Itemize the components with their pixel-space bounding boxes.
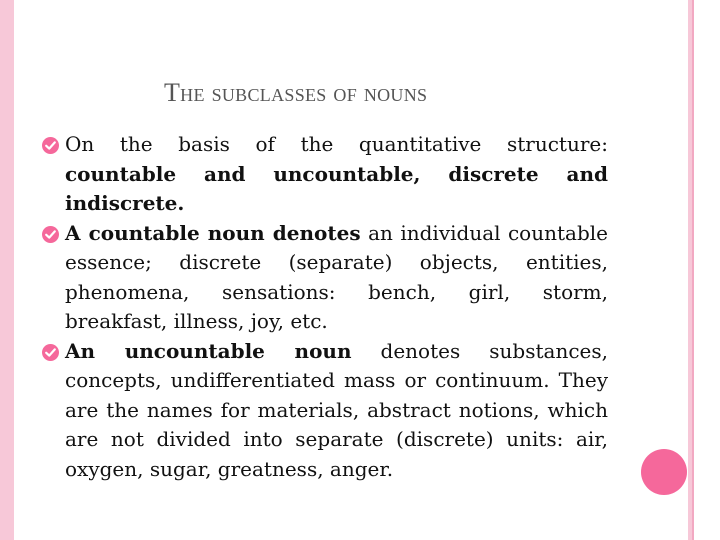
bullet-rest-text: denotes substances, concepts, undifferentiated mass or continuum. They are the names for materials, abstract notions, which are not divided into separate (discrete) units: air, oxygen, sugar, greatness, anger. [65,338,608,481]
pink-circle-check-icon [42,226,59,243]
pink-circle-check-icon [42,344,59,361]
right-border-panel [692,0,720,540]
right-border-stripe [688,0,692,540]
bullet-item [42,337,608,485]
bullet-rest-text: an individual countable essence; discrete (separate) objects, entities, phenomena, sensations: bench, girl, storm, breakfast, illness, joy, etc. [65,220,608,333]
bullet-item [42,219,608,337]
bullet-bold-text: An uncountable noun [65,338,352,363]
slide-body [42,130,608,484]
bullet-lead-text: On the basis of the quantitative structure: [65,132,608,156]
bullet-bold-text: A countable noun denotes [65,220,361,245]
bullet-bold-text: countable and uncountable, discrete and indiscrete. [65,161,608,215]
bullet-item [42,130,608,219]
decorative-pink-circle [641,449,687,495]
left-border-stripe [0,0,14,540]
pink-circle-check-icon [42,137,59,154]
slide-title: The subclasses of nouns [164,78,428,107]
